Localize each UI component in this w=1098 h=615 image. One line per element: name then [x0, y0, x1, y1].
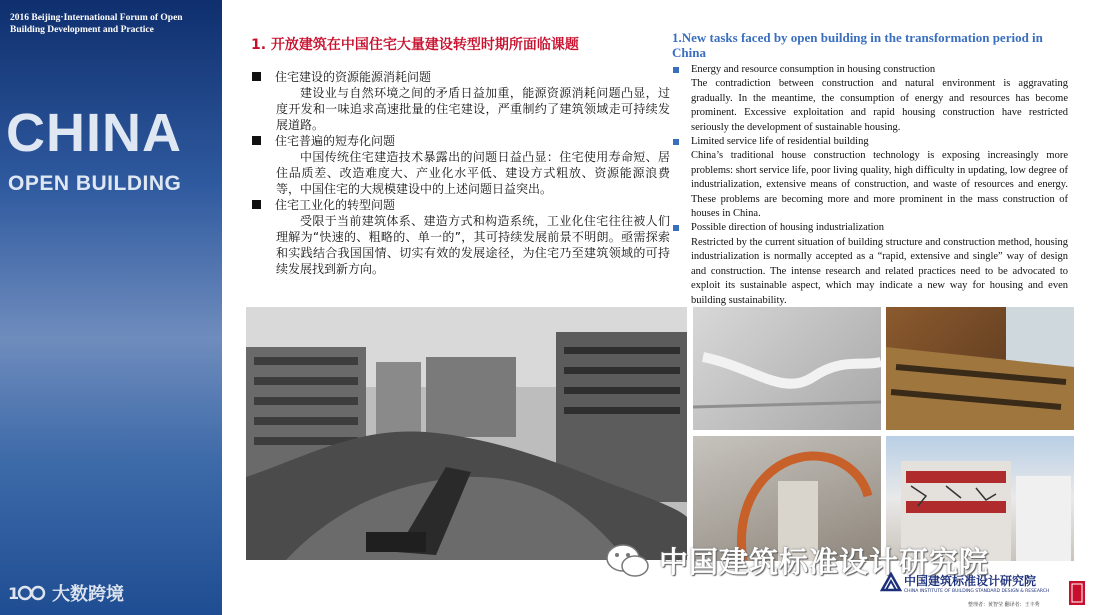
svg-text:1: 1	[8, 584, 20, 603]
cn-section-title: 1. 开放建筑在中国住宅大量建设转型时期所面临课题	[251, 37, 579, 53]
institute-name-en: CHINA INSTITUTE OF BUILDING STANDARD DESIGN & RESEARCH	[904, 589, 1050, 594]
cn-topic-list	[252, 69, 670, 277]
demolition-photo	[246, 307, 687, 560]
forum-name: 2016 Beijing·International Forum of Open Building Development and Practice	[10, 13, 183, 35]
dashu-watermark-text: 大数跨境	[52, 584, 124, 605]
cn-topic-body: 建设业与自然环境之间的矛盾日益加重，能源资源消耗问题凸显，过度开发和一味追求高速批量的住宅建设，严重制约了建筑领域走可持续发展道路。	[276, 86, 670, 132]
cn-topic-body: 中国传统住宅建造技术暴露出的问题日益凸显：住宅使用寿命短、居住品质差、改造难度大、产业化水平低、建设方式粗放、资源能源浪费等，中国住宅的大规模建设中的上述问题日益突出。	[276, 150, 670, 196]
pipe-ceiling-photo	[693, 307, 881, 430]
cn-topic-head: 住宅普遍的短寿化问题	[252, 133, 670, 149]
en-topic-head: Limited service life of residential building	[672, 135, 1068, 149]
editor-credits: 整理者：黄智莹 翻译者：王丰秀	[968, 602, 1040, 608]
square-bullet-icon	[673, 139, 679, 145]
sidebar-banner	[0, 0, 222, 615]
en-topic-head: Energy and resource consumption in housing construction	[672, 63, 1068, 77]
en-topic-head: Possible direction of housing industrialization	[672, 221, 1068, 235]
square-bullet-icon	[252, 200, 261, 209]
en-topic-body: The contradiction between construction and natural environment is aggravating gradually. In the meantime, the consumption of energy and resources has become prominent. Excessive exploitation and rapid housing construction have restricted seriously the development of sustainable housing.	[691, 78, 1068, 133]
china-title: CHINA	[6, 103, 182, 163]
institute-logo	[880, 572, 902, 594]
seal-stamp	[1068, 580, 1086, 606]
square-bullet-icon	[673, 67, 679, 73]
dashu-logo	[8, 582, 46, 604]
wechat-watermark-text: 中国建筑标准设计研究院	[659, 545, 990, 579]
square-bullet-icon	[252, 72, 261, 81]
floor-frame-photo	[886, 307, 1074, 430]
open-building-title: OPEN BUILDING	[8, 172, 182, 195]
cn-topic-body: 受限于当前建筑体系、建造方式和构造系统，工业化住宅往往被人们理解为“快速的、粗略的、单一的”，其可持续发展前景不明朗。亟需探索和实践结合我国国情、切实有效的发展途径，为住宅乃至建筑领域的可持续发展找到新方向。	[276, 214, 670, 276]
square-bullet-icon	[252, 136, 261, 145]
institute-logo-block	[878, 570, 1093, 612]
institute-name-cn: 中国建筑标准设计研究院	[904, 574, 1037, 588]
en-topic-body: Restricted by the current situation of building structure and construction method, housing industrialization is normally accepted as a “rapid, extensive and single” way of design and construction. The intense research and related practices need to be advocated to exploit its sustainable aspect, which may indicate a new way for housing and even building sustainability.	[691, 236, 1068, 306]
dashu-watermark	[8, 580, 124, 606]
wechat-icon	[605, 543, 651, 579]
cn-topic-head: 住宅建设的资源能源消耗问题	[252, 69, 670, 85]
square-bullet-icon	[673, 225, 679, 231]
en-section-title: 1.New tasks faced by open building in the transformation period in China	[672, 30, 1043, 60]
en-topic-body: China’s traditional house construction technology is exposing increasingly more problems: short service life, poor living quality, high difficulty in updating, low degree of industrialization, extensive means of construction, and waste of resources and energy. These problems are becoming more and more prominent in the mass construction of houses in China.	[691, 150, 1068, 220]
cn-topic-head: 住宅工业化的转型问题	[252, 197, 670, 213]
pipe-illustration	[693, 307, 881, 430]
demolition-illustration	[246, 307, 687, 560]
en-topic-list	[672, 63, 1068, 308]
floor-illustration	[886, 307, 1074, 430]
